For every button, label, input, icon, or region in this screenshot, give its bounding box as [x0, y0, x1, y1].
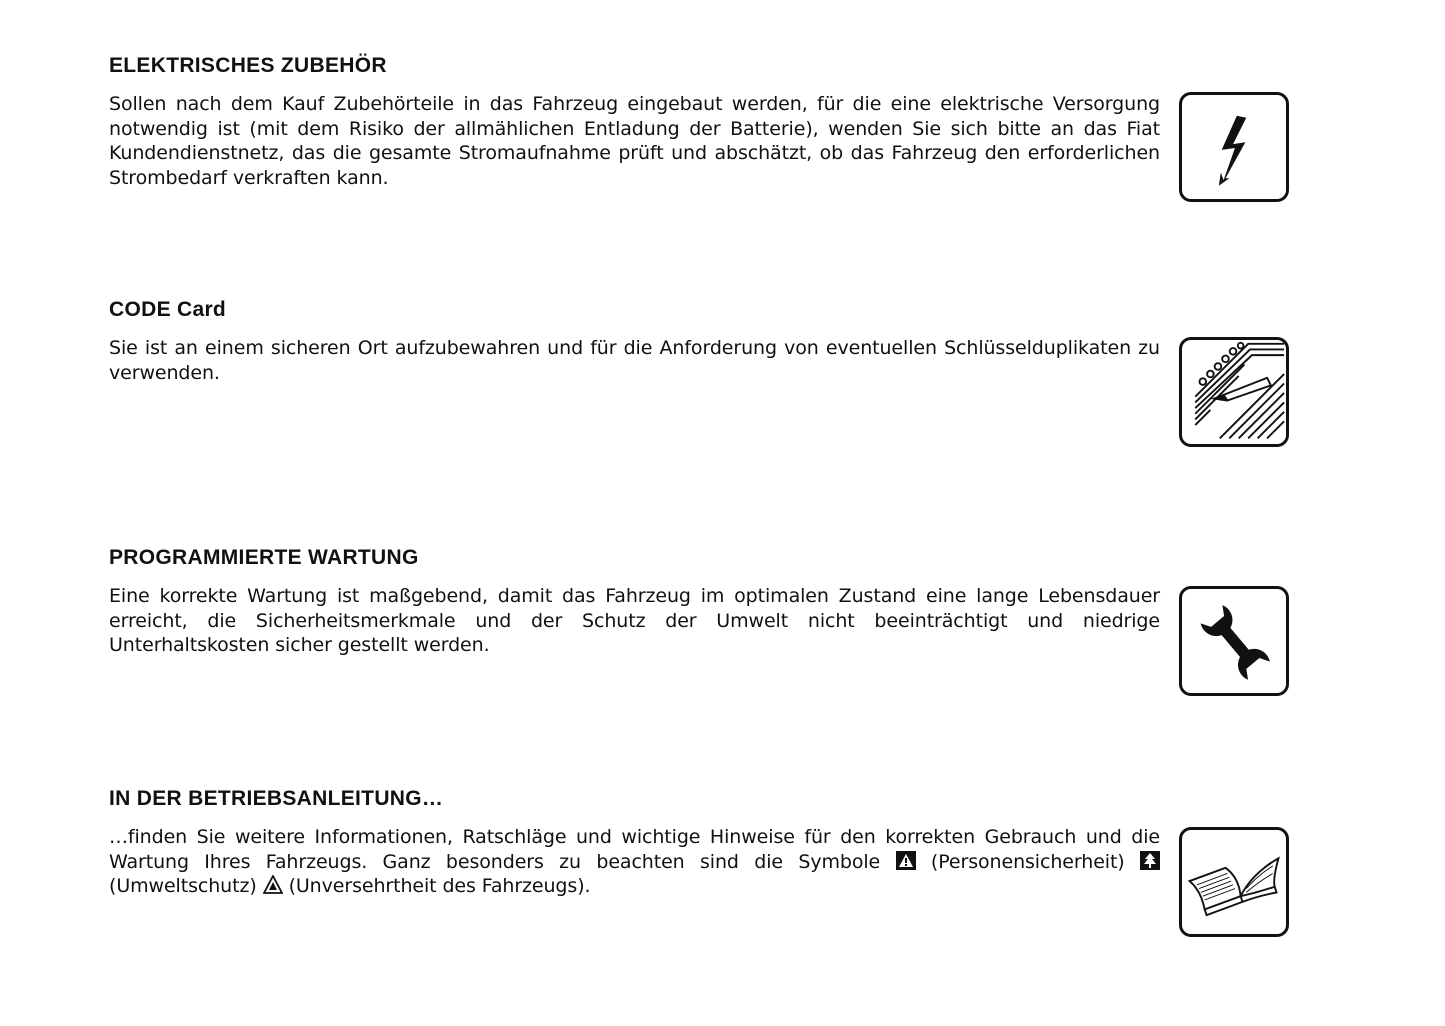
vehicle-warning-icon [263, 875, 283, 894]
section-programmierte-wartung [109, 545, 1295, 656]
section-text: Sollen nach dem Kauf Zubehörteile in das Fahrzeug eingebaut werden, für die eine elektrische Versorgung notwendig ist (mit dem Risiko der allmählichen Entladung der Batterie), wenden Sie sich bitte an das Fiat Kundendienstnetz, das die gesamte Stromaufnahme prüft und abschätzt, ob das Fahrzeug den erforderlichen Strombedarf verkraften kann. [109, 93, 1160, 189]
section-code-card [109, 297, 1295, 384]
text-part-4: (Unversehrtheit des Fahrzeugs). [288, 875, 591, 897]
text-part-3: (Umweltschutz) [109, 875, 257, 897]
lightning-bolt-icon [1179, 92, 1289, 202]
environment-tree-icon [1140, 851, 1160, 870]
text-part-2: (Personensicherheit) [930, 850, 1125, 873]
warning-triangle-icon [896, 851, 916, 870]
section-text: Sie ist an einem sicheren Ort aufzubewahren und für die Anforderung von eventuellen Schlüsselduplikaten zu verwenden. [109, 337, 1160, 384]
section-in-der-betriebsanleitung [109, 786, 1295, 897]
section-text: Eine korrekte Wartung ist maßgebend, damit das Fahrzeug im optimalen Zustand eine lange Lebensdauer erreicht, die Sicherheitsmerkmale und der Schutz der Umwelt nicht beeinträchtigt und niedrige Unterhaltskosten sicher gestellt werden. [109, 585, 1160, 656]
section-elektrisches-zubehoer [109, 53, 1295, 189]
section-text [109, 825, 1160, 899]
section-heading: PROGRAMMIERTE WARTUNG [109, 546, 419, 569]
section-heading: IN DER BETRIEBSANLEITUNG… [109, 787, 444, 810]
wrench-icon [1179, 586, 1289, 696]
section-heading: ELEKTRISCHES ZUBEHÖR [109, 54, 387, 77]
open-book-icon [1179, 827, 1289, 937]
notepad-pencil-icon [1179, 337, 1289, 447]
section-heading: CODE Card [109, 298, 227, 321]
text-part-1: …finden Sie weitere Informationen, Ratschläge und wichtige Hinweise für den korrekten Gebrauch und die Wartung Ihres Fahrzeugs. Ganz besonders zu beachten sind die Symbole [109, 826, 1160, 873]
